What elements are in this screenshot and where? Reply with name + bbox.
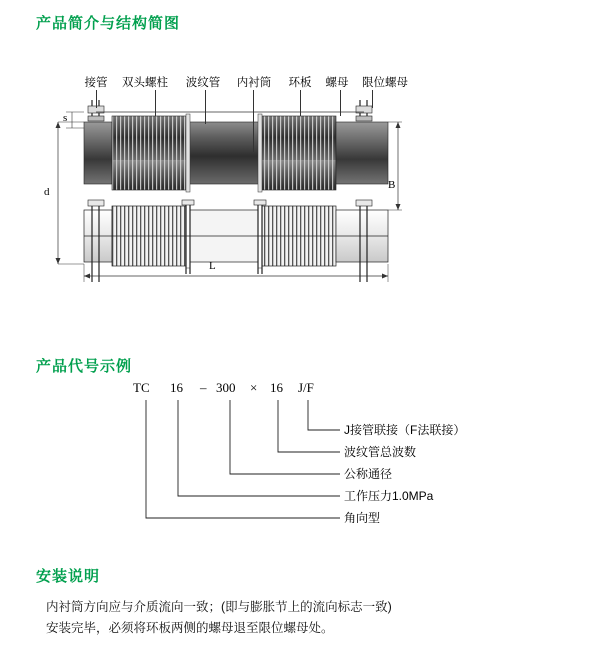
callout-label-2: 波纹管 — [185, 77, 221, 89]
callout-label-6: 限位螺母 — [362, 77, 408, 89]
code-token-1: 16 — [170, 380, 183, 395]
dimension-label-d: d — [44, 186, 50, 198]
code-description-4: 角向型 — [344, 511, 381, 525]
leader-line-6 — [340, 90, 341, 116]
code-token-5: 16 — [270, 380, 283, 395]
callout-label-4: 环板 — [288, 77, 312, 89]
code-token-3: 300 — [216, 380, 236, 395]
callout-label-3: 内衬筒 — [236, 77, 272, 89]
callout-label-0: 接管 — [84, 77, 108, 89]
section-title-code: 产品代号示例 — [36, 358, 133, 375]
dimension-label-s: s — [63, 112, 68, 124]
dimension-label-L: L — [209, 260, 216, 272]
install-note-line-2: 安装完毕，必须将环板两侧的螺母退至限位螺母处。 — [46, 621, 334, 635]
dimension-label-B: B — [388, 179, 396, 191]
leader-line-2 — [155, 90, 156, 116]
structure-diagram — [0, 60, 600, 290]
install-note-line-1: 内衬筒方向应与介质流向一致；(即与膨胀节上的流向标志一致) — [46, 600, 392, 614]
callout-label-5: 螺母 — [325, 77, 349, 89]
code-description-0: J接管联接（F法联接） — [344, 423, 466, 437]
code-token-2: – — [200, 380, 207, 395]
leader-line-5 — [300, 90, 301, 116]
leader-line-4 — [253, 90, 254, 152]
leader-line-3 — [205, 90, 206, 124]
product-code-diagram — [0, 378, 600, 548]
section-title-install: 安装说明 — [36, 568, 101, 585]
code-token-4: × — [250, 380, 258, 395]
code-description-2: 公称通径 — [344, 467, 393, 481]
install-notes — [46, 597, 566, 639]
product-code-leaders-svg — [0, 378, 600, 548]
leader-line-7 — [372, 90, 373, 108]
callout-label-1: 双头螺柱 — [122, 77, 168, 89]
code-description-3: 工作压力1.0MPa — [344, 489, 434, 503]
section-title-intro: 产品简介与结构简图 — [36, 15, 181, 32]
leader-line-1 — [96, 90, 97, 108]
code-token-6: J/F — [298, 380, 314, 395]
code-description-1: 波纹管总波数 — [344, 445, 417, 459]
code-token-0: TC — [133, 380, 150, 395]
